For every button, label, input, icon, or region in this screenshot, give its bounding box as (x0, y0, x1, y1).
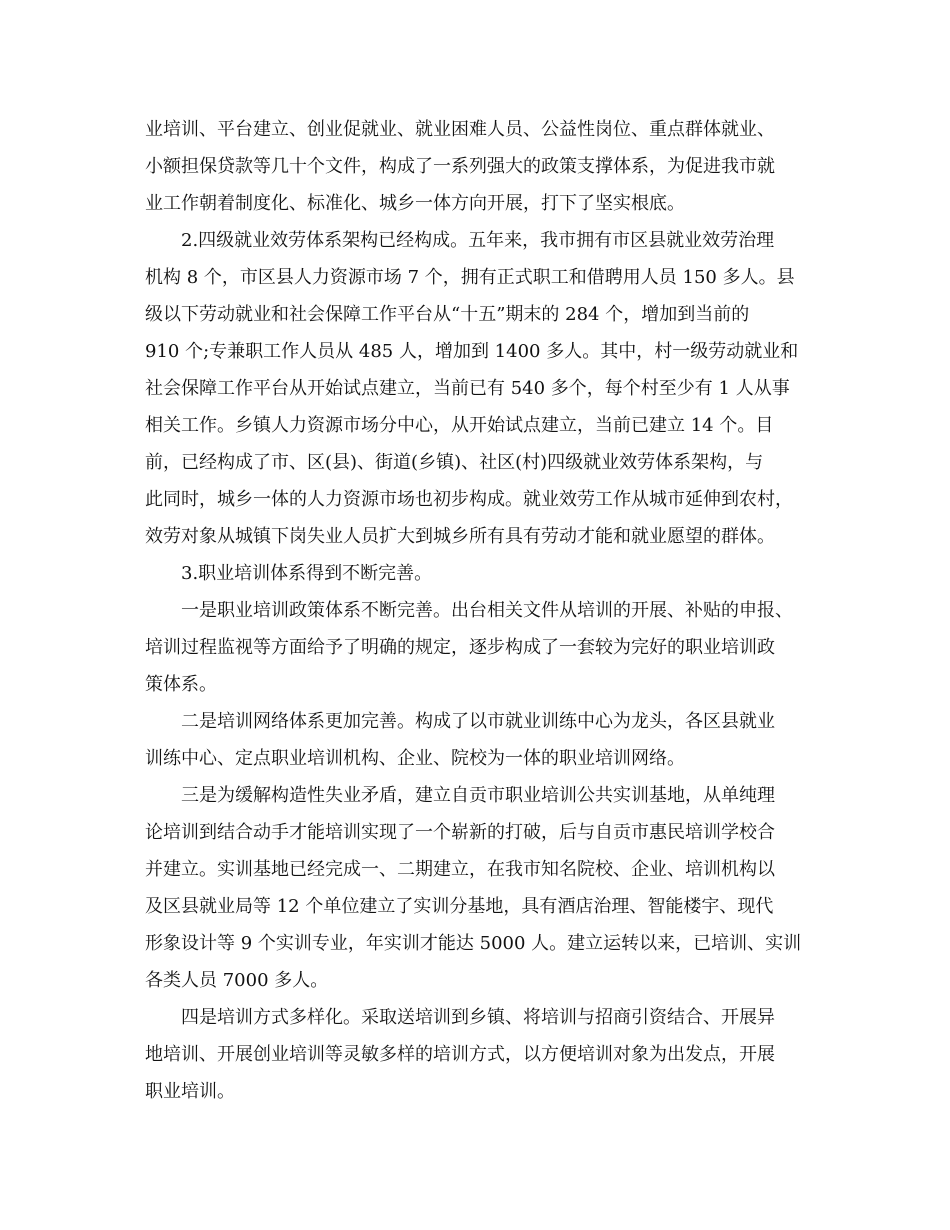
text-line: 并建立。实训基地已经完成一、二期建立，在我市知名院校、企业、培训机构以 (145, 859, 775, 880)
text-line: 形象设计等 9 个实训专业，年实训才能达 5000 人。建立运转以来，已培训、实训 (145, 933, 802, 954)
text-line: 及区县就业局等 12 个单位建立了实训分基地，具有酒店治理、智能楼宇、现代 (145, 896, 774, 917)
text-line: 机构 8 个，市区县人力资源市场 7 个，拥有正式职工和借聘用人员 150 多人。县 (145, 267, 795, 288)
text-line: 职业培训。 (145, 1081, 235, 1102)
text-line: 一是职业培训政策体系不断完善。出台相关文件从培训的开展、补贴的申报、 (181, 600, 793, 621)
text-line: 小额担保贷款等几十个文件，构成了一系列强大的政策支撑体系，为促进我市就 (145, 156, 775, 177)
text-line: 业培训、平台建立、创业促就业、就业困难人员、公益性岗位、重点群体就业、 (145, 119, 775, 140)
text-line: 效劳对象从城镇下岗失业人员扩大到城乡所有具有劳动才能和就业愿望的群体。 (145, 526, 775, 547)
text-line: 三是为缓解构造性失业矛盾，建立自贡市职业培训公共实训基地，从单纯理 (181, 785, 775, 806)
text-line: 策体系。 (145, 674, 217, 695)
text-line: 业工作朝着制度化、标准化、城乡一体方向开展，打下了坚实根底。 (145, 193, 685, 214)
text-line: 四是培训方式多样化。采取送培训到乡镇、将培训与招商引资结合、开展异 (181, 1007, 775, 1028)
text-line: 论培训到结合动手才能培训实现了一个崭新的打破，后与自贡市惠民培训学校合 (145, 822, 775, 843)
text-line: 地培训、开展创业培训等灵敏多样的培训方式，以方便培训对象为出发点，开展 (145, 1044, 775, 1065)
text-line: 3.职业培训体系得到不断完善。 (181, 563, 433, 584)
text-line: 910 个;专兼职工作人员从 485 人，增加到 1400 多人。其中，村一级劳动就业和 (145, 341, 799, 362)
text-line: 二是培训网络体系更加完善。构成了以市就业训练中心为龙头，各区县就业 (181, 711, 775, 732)
text-line: 此同时，城乡一体的人力资源市场也初步构成。就业效劳工作从城市延伸到农村， (145, 489, 793, 510)
text-line: 前，已经构成了市、区(县)、街道(乡镇)、社区(村)四级就业效劳体系架构，与 (145, 452, 764, 473)
text-line: 社会保障工作平台从开始试点建立，当前已有 540 多个，每个村至少有 1 人从事 (145, 378, 790, 399)
text-line: 相关工作。乡镇人力资源市场分中心，从开始试点建立，当前已建立 14 个。目 (145, 415, 774, 436)
text-line: 训练中心、定点职业培训机构、企业、院校为一体的职业培训网络。 (145, 748, 685, 769)
text-line: 培训过程监视等方面给予了明确的规定，逐步构成了一套较为完好的职业培训政 (145, 637, 775, 658)
text-line: 级以下劳动就业和社会保障工作平台从“十五”期末的 284 个，增加到当前的 (145, 304, 750, 325)
text-line: 2.四级就业效劳体系架构已经构成。五年来，我市拥有市区县就业效劳治理 (181, 230, 775, 251)
text-line: 各类人员 7000 多人。 (145, 970, 329, 991)
